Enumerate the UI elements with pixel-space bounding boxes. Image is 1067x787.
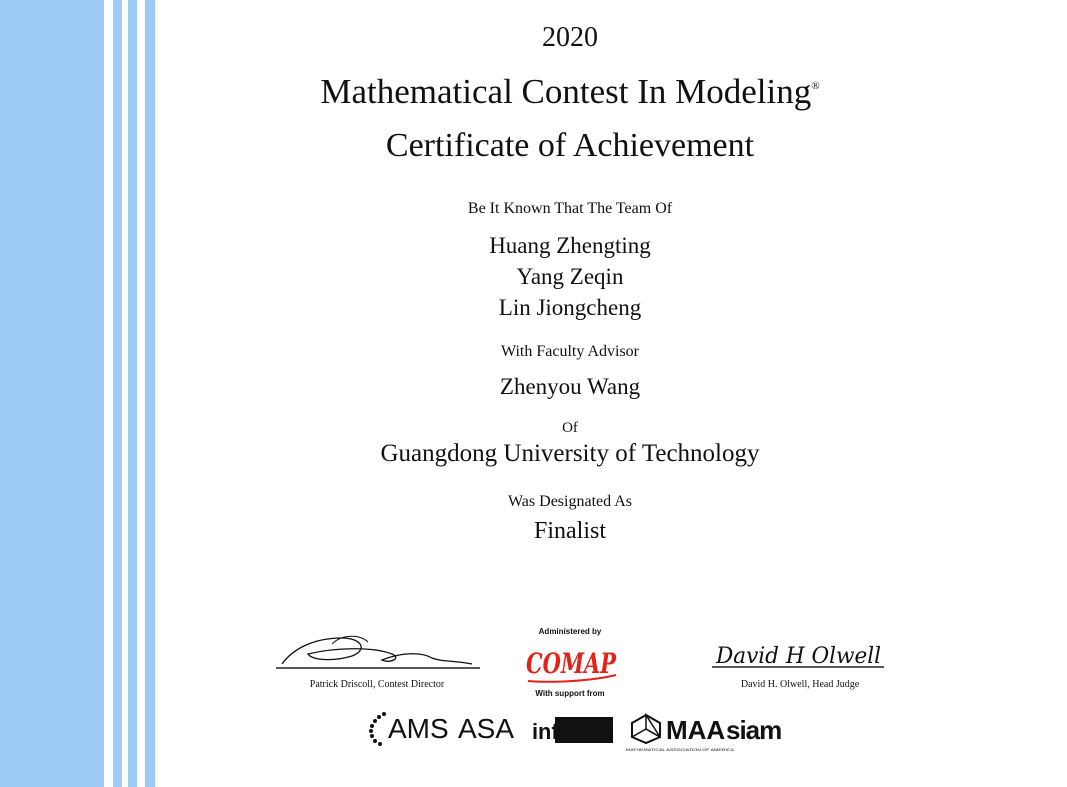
siam-logo: siam — [726, 715, 782, 745]
head-judge-signature-text: David H Olwell — [715, 644, 881, 669]
informs-logo-text: informs — [532, 719, 612, 744]
director-caption: Patrick Driscoll, Contest Director — [309, 679, 445, 690]
informs-logo — [531, 715, 614, 745]
advisor-label: With Faculty Advisor — [500, 343, 639, 360]
sponsor-logos — [368, 705, 818, 753]
comap-logo — [522, 637, 620, 687]
ams-dots-icon — [368, 711, 388, 747]
border-stripe-wide — [0, 0, 104, 787]
contest-title — [100, 72, 1040, 112]
team-member: Lin Jiongcheng — [498, 295, 642, 320]
designation: Finalist — [533, 518, 606, 544]
head-judge-caption: David H. Olwell, Head Judge — [740, 679, 860, 690]
comap-logo-text: COMAP — [526, 647, 617, 680]
registered-mark: ® — [811, 80, 820, 92]
maa-emblem-icon — [628, 713, 664, 745]
team-members — [100, 230, 1040, 323]
institution-name: Guangdong University of Technology — [380, 440, 760, 467]
asa-logo: ASA — [458, 713, 515, 744]
support-label: With support from — [535, 689, 605, 698]
director-signature — [272, 630, 484, 674]
administered-by-label: Administered by — [538, 627, 602, 636]
maa-subtitle — [626, 745, 736, 753]
of-label: Of — [562, 420, 578, 436]
maa-logo: MAA — [666, 715, 726, 745]
maa-subtitle-text: MATHEMATICAL ASSOCIATION OF AMERICA — [626, 747, 735, 752]
team-member: Yang Zeqin — [516, 264, 624, 289]
ams-logo: AMS — [388, 713, 449, 744]
certificate-subtitle: Certificate of Achievement — [385, 127, 755, 164]
designation-label: Was Designated As — [507, 493, 633, 510]
head-judge-signature — [708, 633, 886, 673]
team-intro: Be It Known That The Team Of — [467, 200, 673, 217]
team-member: Huang Zhengting — [489, 233, 651, 258]
certificate-year: 2020 — [542, 22, 598, 53]
advisor-name: Zhenyou Wang — [499, 374, 641, 399]
contest-name: Mathematical Contest In Modeling — [320, 72, 812, 111]
